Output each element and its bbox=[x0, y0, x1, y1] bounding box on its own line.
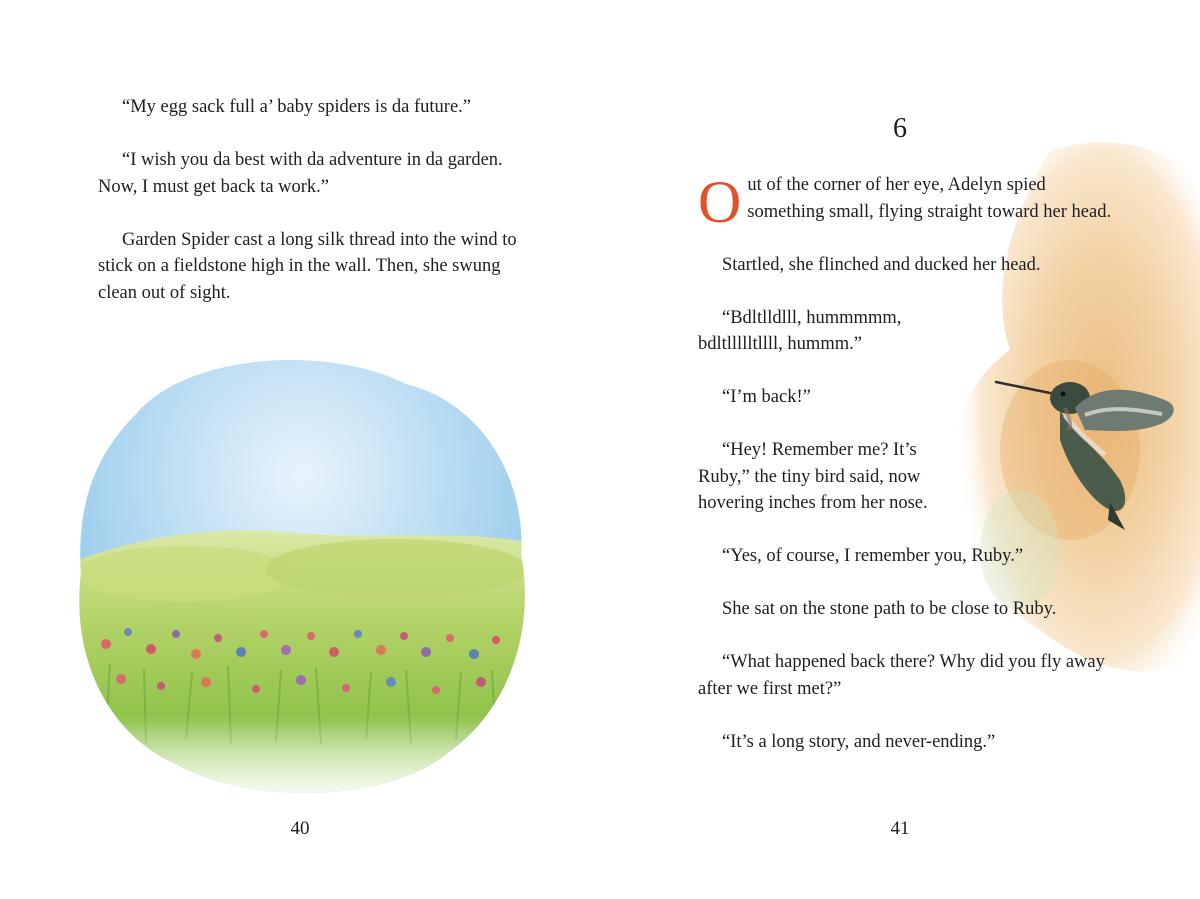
paragraph: “My egg sack full a’ baby spiders is da future.” bbox=[122, 97, 471, 117]
paragraph: “It’s a long story, and never-ending.” bbox=[722, 731, 996, 752]
paragraph: “Hey! Remember me? It’s Ruby,” the tiny bird said, now hovering inches from her nose. bbox=[698, 440, 928, 513]
right-page bbox=[600, 0, 1200, 899]
right-page-text bbox=[698, 169, 1118, 782]
meadow-illustration bbox=[66, 334, 536, 804]
paragraph: Startled, she flinched and ducked her head. bbox=[722, 254, 1041, 275]
paragraph: “Yes, of course, I remember you, Ruby.” bbox=[722, 546, 1024, 566]
page-number: 41 bbox=[890, 818, 910, 839]
paragraph: “I’m back!” bbox=[722, 387, 811, 407]
paragraph: “What happened back there? Why did you fly away after we first met?” bbox=[698, 652, 1105, 699]
paragraph: Garden Spider cast a long silk thread into the wind to stick on a fieldstone high in the wall. Then, she swung clean out of sight. bbox=[98, 229, 517, 303]
page-number: 40 bbox=[290, 818, 310, 839]
opening-paragraph bbox=[698, 169, 1118, 235]
paragraph: “Bdltlldlll, hummmmm, bdltllllltllll, hummm.” bbox=[698, 307, 902, 354]
chapter-number: 6 bbox=[893, 113, 907, 144]
opening-text: ut of the corner of her eye, Adelyn spied something small, flying straight toward her head. bbox=[747, 175, 1112, 222]
paragraph: “I wish you da best with da adventure in da garden. Now, I must get back ta work.” bbox=[98, 150, 503, 197]
left-page-text bbox=[98, 94, 518, 333]
paragraph: She sat on the stone path to be close to Ruby. bbox=[722, 599, 1057, 619]
drop-cap: O bbox=[698, 169, 742, 235]
